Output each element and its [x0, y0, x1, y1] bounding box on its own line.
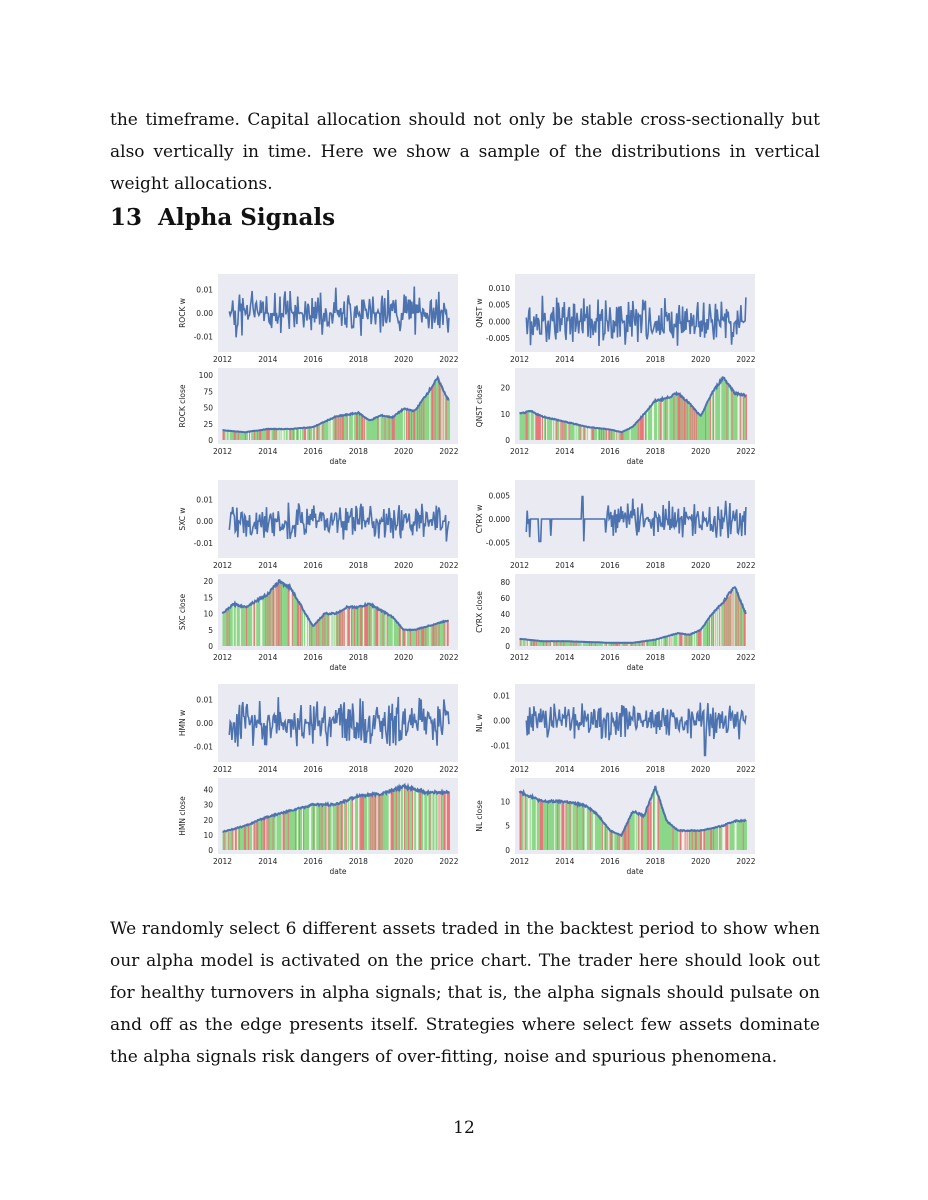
- y-axis-label: HMN w: [178, 709, 187, 737]
- y-axis-label: QNST close: [475, 384, 484, 428]
- y-tick-label: -0.01: [193, 539, 213, 549]
- y-tick-label: 0.01: [196, 695, 213, 705]
- x-tick-label: 2012: [212, 447, 233, 456]
- y-tick-label: 20: [203, 815, 213, 825]
- x-tick-label: 2020: [691, 857, 711, 866]
- y-tick-label: -0.005: [485, 334, 510, 343]
- x-tick-label: 2014: [555, 447, 575, 456]
- x-tick-label: 2012: [212, 355, 233, 364]
- y-tick-label: 0.010: [488, 284, 510, 293]
- y-axis-label: SXC close: [178, 593, 187, 631]
- x-tick-label: 2012: [509, 355, 530, 364]
- x-axis-label: date: [329, 867, 347, 876]
- y-tick-label: 15: [203, 593, 213, 603]
- chart-hmn-close: [178, 778, 459, 876]
- x-tick-label: 2022: [736, 653, 756, 662]
- chart-nl-weight: [475, 684, 756, 774]
- chart-nl-close: [475, 778, 756, 876]
- x-tick-label: 2018: [348, 653, 368, 662]
- y-tick-label: 0.00: [196, 309, 213, 318]
- y-tick-label: 0.000: [488, 515, 510, 524]
- y-tick-label: 0.000: [488, 317, 510, 327]
- y-tick-label: 40: [203, 785, 213, 795]
- x-tick-label: 2016: [600, 857, 620, 866]
- x-axis-label: date: [626, 663, 644, 672]
- section-title: Alpha Signals: [158, 204, 336, 231]
- y-tick-label: 50: [203, 403, 213, 413]
- x-tick-label: 2018: [348, 765, 368, 774]
- x-tick-label: 2018: [645, 561, 665, 570]
- y-tick-label: 0: [208, 846, 213, 855]
- y-axis-label: ROCK close: [178, 384, 187, 428]
- x-tick-label: 2012: [509, 765, 530, 774]
- y-tick-label: 30: [203, 800, 213, 810]
- y-tick-label: -0.01: [193, 332, 213, 342]
- x-tick-label: 2012: [212, 561, 233, 570]
- chart-rock-weight: [178, 274, 459, 364]
- y-tick-label: 5: [505, 821, 510, 831]
- x-tick-label: 2016: [600, 653, 620, 662]
- x-axis-label: date: [626, 867, 644, 876]
- x-tick-label: 2022: [439, 355, 459, 364]
- x-tick-label: 2020: [394, 447, 414, 456]
- y-tick-label: -0.01: [490, 741, 510, 751]
- y-tick-label: 75: [203, 387, 213, 397]
- x-tick-label: 2014: [555, 765, 575, 774]
- y-tick-label: 0.01: [196, 495, 213, 505]
- x-tick-label: 2012: [509, 857, 530, 866]
- section-number: 13: [110, 204, 143, 231]
- chart-rock-close: [178, 368, 459, 466]
- x-tick-label: 2012: [212, 765, 233, 774]
- x-tick-label: 2018: [348, 561, 368, 570]
- y-axis-label: NL close: [475, 800, 484, 832]
- x-tick-label: 2012: [212, 857, 233, 866]
- x-tick-label: 2016: [600, 447, 620, 456]
- y-axis-label: HMN close: [178, 796, 187, 836]
- y-tick-label: 10: [203, 609, 213, 619]
- y-tick-label: 10: [203, 830, 213, 840]
- x-tick-label: 2018: [348, 355, 368, 364]
- x-tick-label: 2014: [258, 447, 278, 456]
- signal-bar: [746, 820, 747, 850]
- y-tick-label: 0: [505, 436, 510, 445]
- x-tick-label: 2020: [691, 355, 711, 364]
- x-tick-label: 2022: [736, 561, 756, 570]
- y-tick-label: 40: [500, 610, 510, 619]
- y-tick-label: 20: [203, 577, 213, 587]
- y-axis-label: ROCK w: [178, 298, 187, 328]
- x-tick-label: 2016: [303, 857, 323, 866]
- x-tick-label: 2016: [600, 355, 620, 364]
- x-tick-label: 2016: [303, 561, 323, 570]
- plot-area: [515, 274, 755, 352]
- page-number: 12: [453, 1118, 475, 1138]
- paragraph-top: the timeframe. Capital allocation should not only be stable cross-sectionally but also vertically in time. Here we show a sample of the distributions in vertical weight allocations.: [110, 110, 820, 194]
- chart-sxc-weight: [178, 480, 459, 570]
- x-tick-label: 2014: [555, 561, 575, 570]
- x-tick-label: 2020: [691, 561, 711, 570]
- y-tick-label: 0: [208, 642, 213, 651]
- x-tick-label: 2016: [303, 765, 323, 774]
- x-tick-label: 2018: [645, 653, 665, 662]
- signal-bar: [449, 619, 450, 646]
- x-tick-label: 2022: [439, 561, 459, 570]
- x-tick-label: 2020: [394, 765, 414, 774]
- y-tick-label: 20: [500, 626, 510, 635]
- x-tick-label: 2020: [394, 355, 414, 364]
- y-tick-label: 5: [208, 625, 213, 635]
- y-tick-label: -0.005: [485, 538, 510, 548]
- x-axis-label: date: [329, 663, 347, 672]
- x-tick-label: 2012: [212, 653, 233, 662]
- y-tick-label: 0.005: [488, 300, 510, 310]
- x-tick-label: 2018: [348, 447, 368, 456]
- x-tick-label: 2018: [645, 857, 665, 866]
- y-tick-label: 0.00: [196, 517, 213, 527]
- y-axis-label: CYRX w: [475, 504, 484, 534]
- y-tick-label: 0.00: [493, 716, 510, 726]
- x-tick-label: 2020: [691, 447, 711, 456]
- x-tick-label: 2022: [439, 857, 459, 866]
- paragraph-bottom: We randomly select 6 different assets traded in the backtest period to show when our alpha model is activated on the price chart. The trader here should look out for healthy turnovers in alpha signals; that is, the alpha signals should pulsate on and off as the edge presents itself. Strategies where select few assets dominate the alpha signals risk dangers of over-fitting, noise and spurious phenomena.: [110, 919, 820, 1067]
- x-tick-label: 2022: [439, 447, 459, 456]
- x-tick-label: 2018: [348, 857, 368, 866]
- x-tick-label: 2014: [258, 561, 278, 570]
- signal-bar: [746, 614, 747, 646]
- x-tick-label: 2016: [303, 653, 323, 662]
- x-tick-label: 2020: [394, 857, 414, 866]
- y-tick-label: 0.01: [493, 691, 510, 701]
- x-tick-label: 2014: [258, 765, 278, 774]
- x-tick-label: 2022: [736, 355, 756, 364]
- chart-qnst-weight: [475, 274, 756, 364]
- x-tick-label: 2012: [509, 561, 530, 570]
- y-tick-label: 0.00: [196, 719, 213, 728]
- chart-qnst-close: [475, 368, 756, 466]
- x-tick-label: 2022: [736, 857, 756, 866]
- x-tick-label: 2014: [555, 857, 575, 866]
- x-tick-label: 2012: [509, 653, 530, 662]
- x-tick-label: 2018: [645, 765, 665, 774]
- chart-hmn-weight: [178, 684, 459, 774]
- signal-bar: [449, 791, 450, 850]
- x-axis-label: date: [329, 457, 347, 466]
- alpha-signals-figure: [170, 268, 760, 880]
- x-tick-label: 2012: [509, 447, 530, 456]
- x-tick-label: 2016: [600, 765, 620, 774]
- x-tick-label: 2016: [303, 447, 323, 456]
- y-tick-label: 100: [198, 371, 213, 381]
- section-heading: [110, 204, 335, 231]
- y-tick-label: 0.01: [196, 285, 213, 295]
- y-tick-label: 60: [500, 594, 510, 603]
- x-tick-label: 2014: [258, 857, 278, 866]
- chart-cyrx-weight: [475, 480, 756, 570]
- y-tick-label: 0: [505, 642, 510, 651]
- y-tick-label: 10: [500, 797, 510, 807]
- chart-sxc-close: [178, 574, 459, 672]
- x-tick-label: 2016: [600, 561, 620, 570]
- x-tick-label: 2022: [736, 447, 756, 456]
- x-tick-label: 2022: [439, 765, 459, 774]
- y-tick-label: 10: [500, 409, 510, 419]
- signal-bar: [449, 400, 450, 440]
- x-axis-label: date: [626, 457, 644, 466]
- x-tick-label: 2014: [555, 355, 575, 364]
- x-tick-label: 2018: [645, 355, 665, 364]
- x-tick-label: 2014: [258, 653, 278, 662]
- x-tick-label: 2018: [645, 447, 665, 456]
- x-tick-label: 2020: [394, 561, 414, 570]
- y-tick-label: 0: [505, 846, 510, 855]
- signal-bar: [746, 394, 747, 440]
- x-tick-label: 2022: [736, 765, 756, 774]
- y-tick-label: 0.005: [488, 491, 510, 501]
- y-tick-label: -0.01: [193, 742, 213, 752]
- x-tick-label: 2014: [555, 653, 575, 662]
- y-tick-label: 80: [500, 578, 510, 587]
- x-tick-label: 2020: [691, 653, 711, 662]
- y-axis-label: CYRX close: [475, 591, 484, 633]
- y-tick-label: 20: [500, 383, 510, 393]
- x-tick-label: 2016: [303, 355, 323, 364]
- chart-cyrx-close: [475, 574, 756, 672]
- x-tick-label: 2022: [439, 653, 459, 662]
- y-tick-label: 25: [203, 419, 213, 429]
- y-axis-label: NL w: [475, 713, 484, 733]
- x-tick-label: 2020: [691, 765, 711, 774]
- x-tick-label: 2020: [394, 653, 414, 662]
- y-axis-label: QNST w: [475, 298, 484, 328]
- x-tick-label: 2014: [258, 355, 278, 364]
- y-tick-label: 0: [208, 436, 213, 445]
- y-axis-label: SXC w: [178, 507, 187, 531]
